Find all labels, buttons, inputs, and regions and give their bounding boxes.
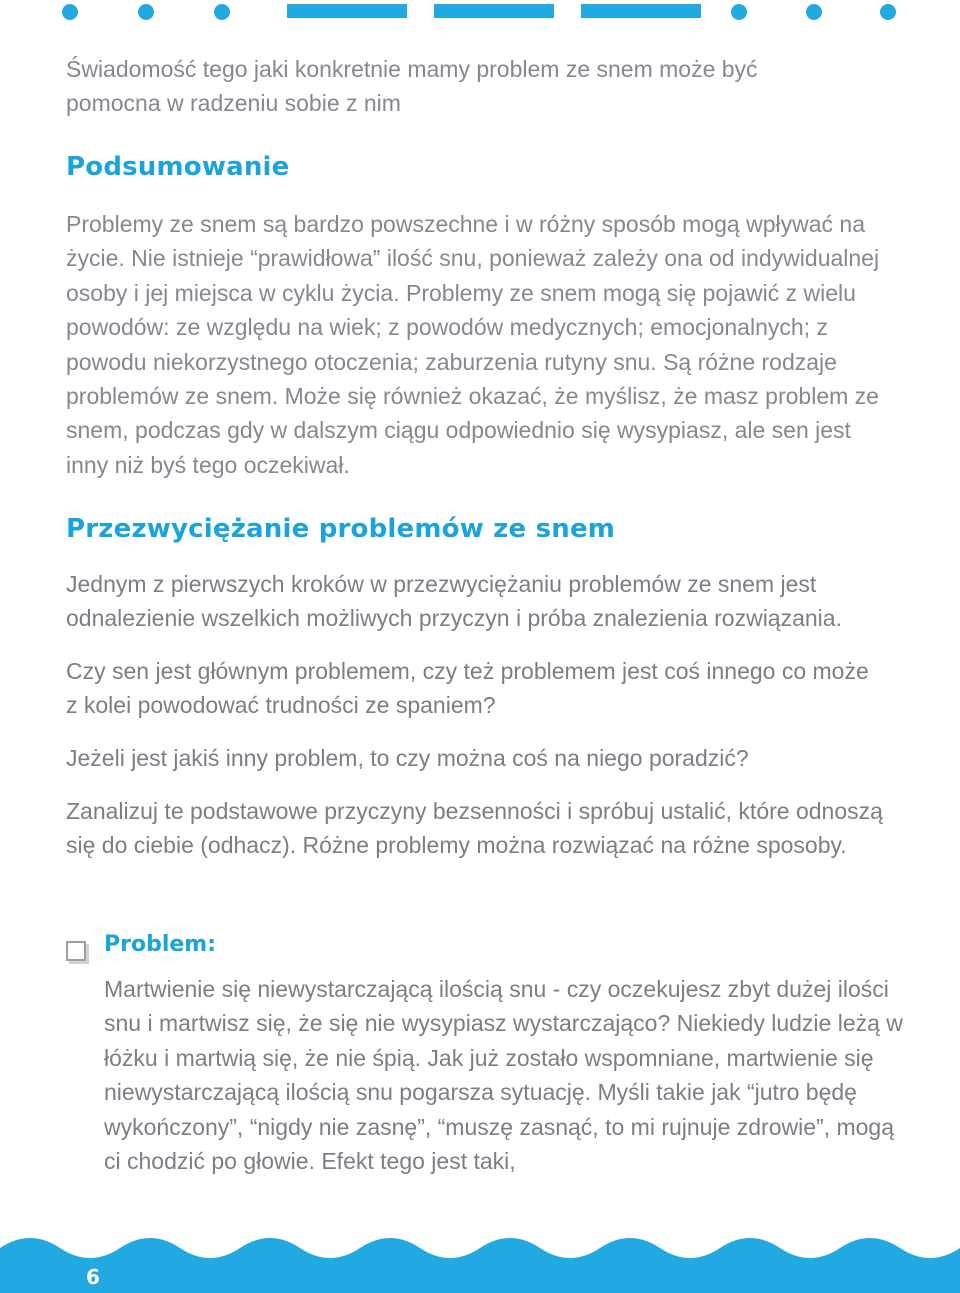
problem-label: Problem: — [104, 932, 217, 957]
decor-bar — [581, 4, 701, 16]
decor-dot — [880, 4, 896, 20]
overcoming-heading: Przezwyciężanie problemów ze snem — [66, 514, 616, 544]
decor-bar — [287, 4, 407, 16]
decor-dot — [138, 4, 154, 20]
wave-shape — [0, 1238, 960, 1293]
summary-text: Problemy ze snem są bardzo powszechne i w różny sposób mogą wpływać na życie. Nie istnieje “prawidłowa” ilość snu, ponieważ zależy ona od indywidualnej osoby i jej miejsca w cyklu życia. Problemy ze snem mogą się pojawić z wielu powodów: ze względu na wiek; z powodów medycznych; emocjonalnych; z powodu niekorzystnego otoczenia; zaburzenia rutyny snu. Są różne rodzaje problemów ze snem. Może się również okazać, że myślisz, że masz problem ze snem, podczas gdy w dalszym ciągu odpowiednio się wysypiasz, ale sen jest inny niż byś tego oczekiwał. — [66, 211, 880, 478]
top-decoration — [0, 0, 960, 24]
summary-heading: Podsumowanie — [66, 152, 290, 182]
page-number: 6 — [86, 1265, 100, 1289]
problem-checkbox[interactable] — [66, 941, 86, 961]
problem-text: Martwienie się niewystarczającą ilością snu - czy oczekujesz zbyt dużej ilości snu i martwisz się, że się nie wysypiasz wystarczająco? Niekiedy ludzie leżą w łóżku i martwią się, że nie śpią. Jak już zostało wspomniane, martwienie się niewystarczającą ilością snu pogarsza sytuację. Myśli takie jak “jutro będę wykończony”, “nigdy nie zasnę”, “muszę zasnąć, to mi rujnuje zdrowie”, mogą ci chodzić po głowie. Efekt tego jest taki, — [104, 976, 903, 1175]
decor-dot — [731, 4, 747, 20]
overcoming-paragraph: Czy sen jest głównym problemem, czy też problemem jest coś innego co może z kolei powodować trudności ze spaniem? — [66, 658, 869, 719]
decor-dot — [62, 4, 78, 20]
bottom-wave — [0, 1228, 960, 1293]
decor-bar — [434, 4, 554, 16]
decor-dot — [806, 4, 822, 20]
intro-text: Świadomość tego jaki konkretnie mamy problem ze snem może być pomocna w radzeniu sobie z nim — [66, 56, 758, 117]
overcoming-paragraph: Zanalizuj te podstawowe przyczyny bezsenności i spróbuj ustalić, które odnoszą się do ciebie (odhacz). Różne problemy można rozwiązać na różne sposoby. — [66, 798, 883, 859]
overcoming-paragraph: Jeżeli jest jakiś inny problem, to czy można coś na niego poradzić? — [66, 745, 749, 771]
decor-dot — [214, 4, 230, 20]
overcoming-paragraph: Jednym z pierwszych kroków w przezwyciężaniu problemów ze snem jest odnalezienie wszelkich możliwych przyczyn i próba znalezienia rozwiązania. — [66, 571, 842, 632]
